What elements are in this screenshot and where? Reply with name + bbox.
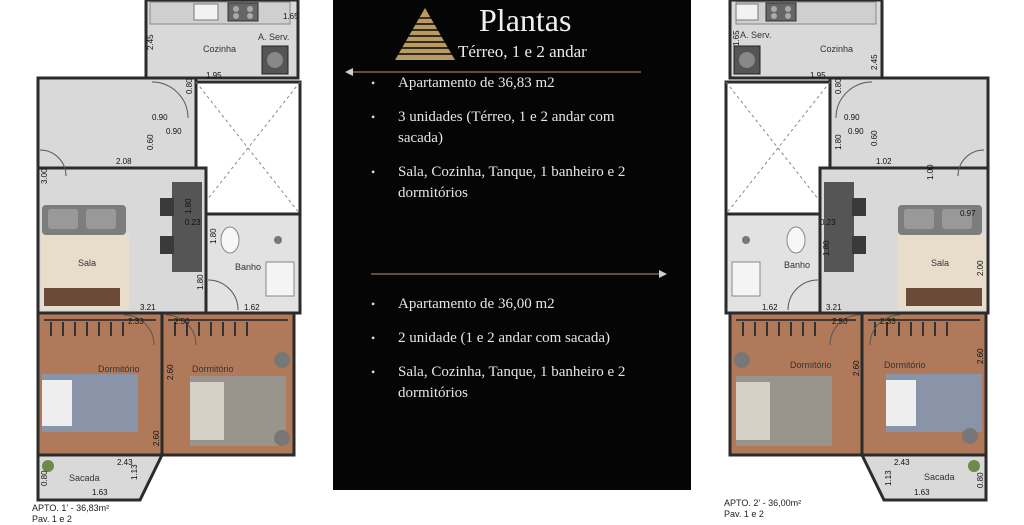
dimension-label: 1.62 [244,303,260,312]
dimension-label: 2.60 [852,360,861,376]
apartment-2-details [369,294,660,417]
dimension-label: 0.90 [848,127,864,136]
room-label-banheiro: Banho [235,262,262,272]
dimension-label: 2.43 [894,458,910,467]
plan-caption-floor: Pav. 1 e 2 [724,509,764,519]
room-label-sacada: Sacada [924,472,955,482]
dimension-label: 1.02 [876,157,892,166]
dimension-label: 2.45 [870,54,879,70]
dimension-label: 0.97 [960,209,976,218]
dimension-label: 3.21 [140,303,156,312]
dimension-label: 2.60 [166,364,175,380]
dimension-label: 0.60 [146,134,155,150]
dimension-label: 2.50 [832,317,848,326]
dimension-label: 0.90 [152,113,168,122]
list-item: • 3 unidades (Térreo, 1 e 2 andar com sacada) [369,107,660,149]
dimension-label: 3.00 [40,168,49,184]
dimension-label: 0.90 [844,113,860,122]
page-title: Plantas [479,2,572,38]
room-label-area-servico: A. Serv. [740,30,772,40]
info-panel [333,0,691,490]
room-label-dormitorio-1: Dormitório [98,364,140,374]
list-item: • Sala, Cozinha, Tanque, 1 banheiro e 2 dormitórios [369,362,660,404]
room-label-sala: Sala [931,258,950,268]
dimension-label: 0.80 [976,472,985,488]
dimension-label: 1.80 [209,228,218,244]
list-item: • Sala, Cozinha, Tanque, 1 banheiro e 2 dormitórios [369,162,660,204]
dimension-label: 1.80 [822,240,831,256]
plan-caption [32,503,109,525]
room-label-dormitorio-2: Dormitório [884,360,926,370]
dimension-label: 0.90 [166,127,182,136]
dimension-label: 1.65 [283,12,299,21]
room-label-banheiro: Banho [784,260,811,270]
plan-caption [724,498,801,520]
dimension-label: 1.62 [762,303,778,312]
floor-plan-drawing [694,0,1024,520]
dimension-label: 3.21 [826,303,842,312]
dimension-label: 1.13 [884,470,893,486]
pyramid-logo-icon [393,6,457,62]
dimension-label: 2.33 [880,317,896,326]
dimension-label: 2.45 [146,34,155,50]
dimension-label: 2.00 [976,260,985,276]
plan-caption-area: APTO. 1' - 36,83m² [32,503,110,513]
dimension-label: 0.80 [40,470,49,486]
dimension-label: 0.23 [820,218,836,227]
room-label-sacada: Sacada [69,473,100,483]
room-label-sala: Sala [78,258,97,268]
dimension-label: 1.65 [732,30,741,46]
dimension-label: 1.63 [914,488,930,497]
list-item: • 2 unidade (1 e 2 andar com sacada) [369,328,660,349]
dimension-label: 1.95 [206,71,222,80]
room-label-dormitorio-2: Dormitório [192,364,234,374]
apartment-1-details [369,73,660,217]
room-label-dormitorio-1: Dormitório [790,360,832,370]
floor-plan-apto-1 [0,0,330,524]
dimension-label: 1.80 [196,274,205,290]
dimension-label: 1.63 [92,488,108,497]
dimension-label: 0.60 [870,130,879,146]
floor-plan-drawing [0,0,330,520]
room-label-cozinha: Cozinha [820,44,854,54]
plan-caption-area: APTO. 2' - 36,00m² [724,498,802,508]
dimension-label: 1.80 [834,134,843,150]
dimension-label: 1.13 [130,464,139,480]
divider-arrow-right [371,268,667,280]
dimension-label: 2.60 [152,430,161,446]
list-item: • Apartamento de 36,00 m2 [369,294,660,315]
dimension-label: 0.80 [834,78,843,94]
room-label-cozinha: Cozinha [203,44,237,54]
dimension-label: 2.43 [117,458,133,467]
dimension-label: 1.00 [926,164,935,180]
page-subtitle: Térreo, 1 e 2 andar [458,42,587,61]
dimension-label: 1.80 [184,198,193,214]
dimension-label: 0.80 [185,78,194,94]
room-label-area-servico: A. Serv. [258,32,290,42]
dimension-label: 1.95 [810,71,826,80]
plan-caption-floor: Pav. 1 e 2 [32,514,72,524]
dimension-label: 2.33 [128,317,144,326]
dimension-label: 2.60 [976,348,985,364]
list-item: • Apartamento de 36,83 m2 [369,73,660,94]
dimension-label: 0.23 [185,218,201,227]
dimension-label: 2.08 [116,157,132,166]
dimension-label: 2.50 [174,317,190,326]
floor-plan-apto-2 [694,0,1024,520]
